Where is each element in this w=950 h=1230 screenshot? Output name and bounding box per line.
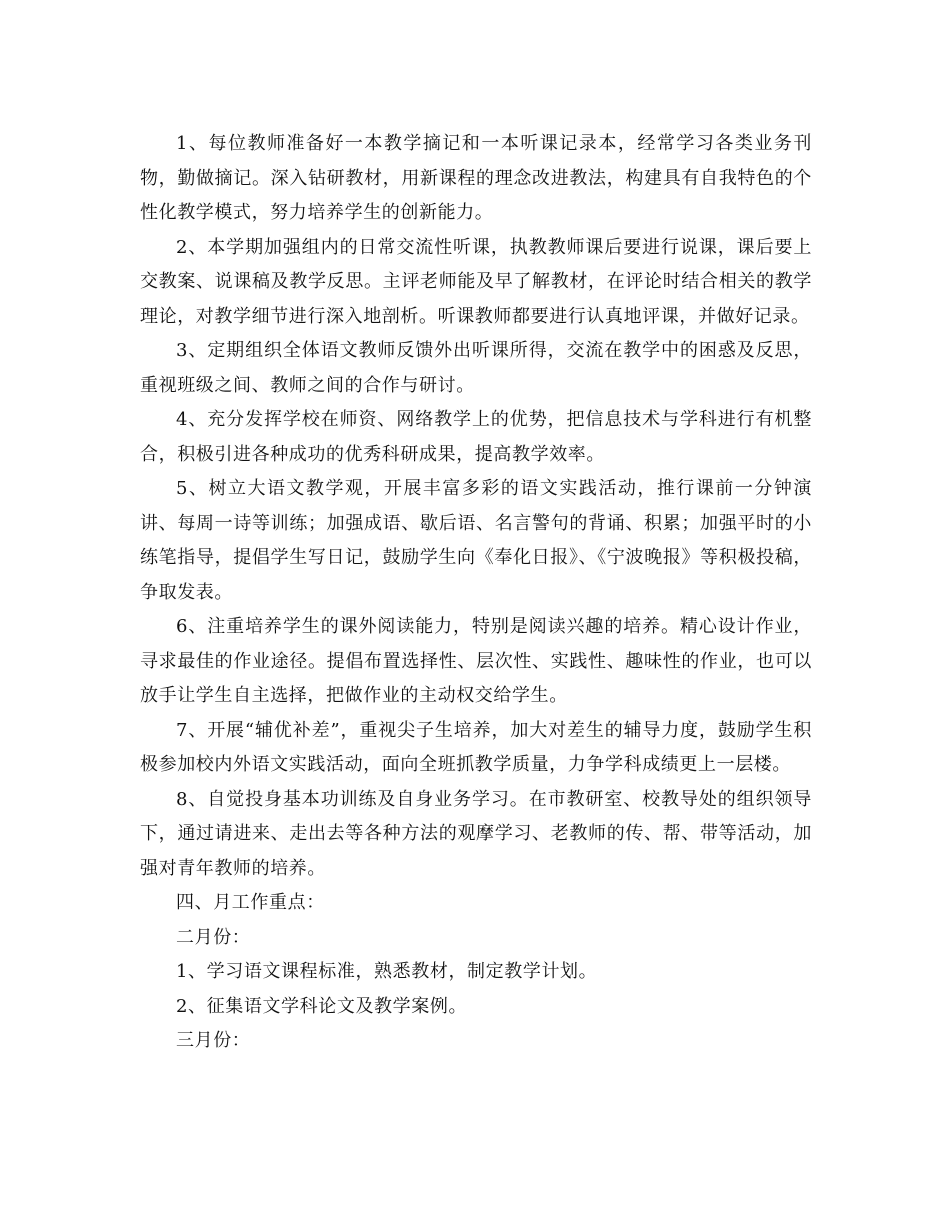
paragraph-2: 2、本学期加强组内的日常交流性听课，执教教师课后要进行说课，课后要上交教案、说课稿及教学反思。主评老师能及早了解教材，在评论时结合相关的教学理论，对教学细节进行深入地剖析。听课教师都要进行认真地评课，并做好记录。 xyxy=(140,236,812,327)
paragraph-6: 6、注重培养学生的课外阅读能力，特别是阅读兴趣的培养。精心设计作业，寻求最佳的作业途径。提倡布置选择性、层次性、实践性、趣味性的作业，也可以放手让学生自主选择，把做作业的主动权交给学生。 xyxy=(140,616,812,706)
document-body xyxy=(140,127,812,1059)
section-heading: 四、月工作重点： xyxy=(176,892,325,913)
paragraph-7: 7、开展“辅优补差”，重视尖子生培养，加大对差生的辅导力度，鼓励学生积极参加校内外语文实践活动，面向全班抓教学质量，力争学科成绩更上一层楼。 xyxy=(140,719,812,775)
paragraph-4: 4、充分发挥学校在师资、网络教学上的优势，把信息技术与学科进行有机整合，积极引进各种成功的优秀科研成果，提高教学效率。 xyxy=(140,409,812,465)
month-heading-february: 二月份： xyxy=(176,926,251,948)
february-item-1: 1、学习语文课程标准，熟悉教材，制定教学计划。 xyxy=(176,961,598,982)
paragraph-5: 5、树立大语文教学观，开展丰富多彩的语文实践活动，推行课前一分钟演讲、每周一诗等训练；加强成语、歇后语、名言警句的背诵、积累；加强平时的小练笔指导，提倡学生写日记，鼓励学生向《奉化日报》、《宁波晚报》等积极投稿，争取发表。 xyxy=(140,478,812,603)
february-item-2: 2、征集语文学科论文及教学案例。 xyxy=(176,995,468,1017)
paragraph-3: 3、定期组织全体语文教师反馈外出听课所得，交流在教学中的困惑及反思，重视班级之间、教师之间的合作与研讨。 xyxy=(140,340,812,396)
month-heading-march: 三月份： xyxy=(176,1030,251,1051)
paragraph-1: 1、每位教师准备好一本教学摘记和一本听课记录本，经常学习各类业务刊物，勤做摘记。深入钻研教材，用新课程的理念改进教法，构建具有自我特色的个性化教学模式，努力培养学生的创新能力。 xyxy=(140,133,812,223)
paragraph-8: 8、自觉投身基本功训练及自身业务学习。在市教研室、校教导处的组织领导下，通过请进来、走出去等各种方法的观摩学习、老教师的传、帮、带等活动，加强对青年教师的培养。 xyxy=(140,788,812,879)
